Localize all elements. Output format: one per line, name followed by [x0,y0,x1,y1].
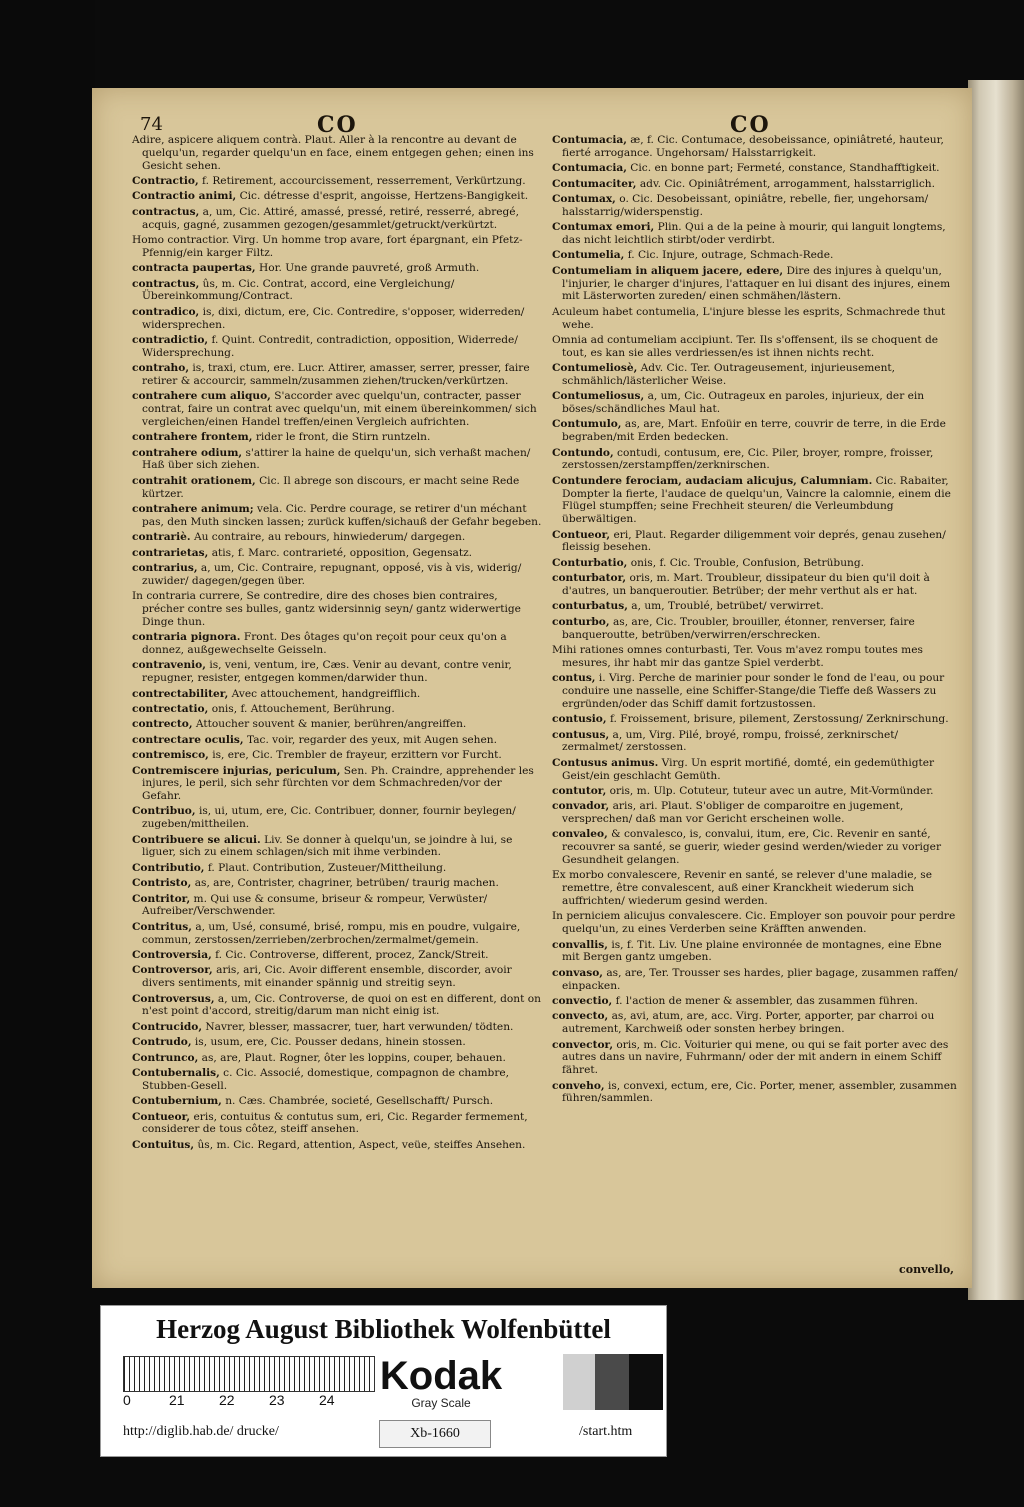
dictionary-entry [132,431,542,444]
dictionary-entry [132,531,542,544]
kodak-logo [371,1356,511,1408]
entry-headword: convaso, [552,966,603,979]
entry-headword: conturbatus, [552,600,628,613]
entry-text: Aculeum habet contumelia, L'injure blesse les esprits, Schmachrede thut wehe. [552,305,946,331]
entry-headword: Contumeliosè, [552,362,638,375]
entry-headword: Contrunco, [132,1051,199,1064]
entry-text: a, um, Troublé, betrübet/ verwirret. [631,600,824,613]
dictionary-entry [552,334,962,360]
entry-headword: Controversor, [132,964,213,977]
book-page [92,88,972,1288]
dictionary-entry [552,1039,962,1077]
entry-text: Virg. Un esprit mortifié, domté, ein gedemüthigter Geist/ein geschlacht Gemüth. [562,756,935,782]
kodak-wordmark: Kodak [379,1354,503,1398]
entry-text: oris, m. Ulp. Cotuteur, tuteur avec un autre, Mit-Vormünder. [609,784,934,797]
dictionary-entry [132,1095,542,1108]
entry-headword: contrectatio, [132,702,209,715]
dictionary-entry [552,447,962,473]
ruler-number: 22 [219,1392,235,1408]
entry-headword: contus, [552,672,596,685]
dictionary-entry [552,178,962,191]
dictionary-entry [552,529,962,555]
dictionary-entry [132,1052,542,1065]
entry-text: Cic. en bonne part; Fermeté, constance, Standhafftigkeit. [630,162,940,175]
entry-text: Homo contractior. Virg. Un homme trop avare, fort épargnant, ein Pfetz-Pfennig/ein karger Filtz. [132,233,523,259]
entry-text: adv. Cic. Opiniâtrément, arrogamment, halsstarriglich. [639,177,935,190]
dictionary-entry [132,1067,542,1093]
entry-headword: Contumelia, [552,249,625,262]
ruler-ticks [123,1356,375,1392]
dictionary-entry [552,967,962,993]
dictionary-entry [132,921,542,947]
dictionary-entry [552,616,962,642]
entry-headword: contrarietas, [132,546,209,559]
entry-text: Cic. Rabaiter, Dompter la fierte, l'audace de quelqu'un, Vaincre la calomnie, einem die Flügel stumpffen; seine Frechheit steuren/ die Verleumbdung überwältigen. [562,474,951,526]
entry-headword: Contueor, [552,528,611,541]
entry-headword: conturbo, [552,615,610,628]
entry-text: & convalesco, is, convalui, itum, ere, Cic. Revenir en santé, recouvrer sa santé, se guerir, wieder gesind werden/wieder zu voriger Gesundheit gelangen. [562,828,942,867]
dictionary-entry [132,1139,542,1152]
entry-text: ûs, m. Cic. Contrat, accord, eine Vergleichung/ Übereinkommung/Contract. [142,277,455,303]
dictionary-entry [132,278,542,304]
entry-text: n. Cæs. Chambrée, societé, Gesellschafft/ Pursch. [225,1095,494,1108]
entry-headword: contrahere frontem, [132,431,253,444]
dictionary-entry [552,162,962,175]
entry-text: as, are, Ter. Trousser ses hardes, plier bagage, zusammen raffen/ einpacken. [562,966,958,992]
dictionary-entry [552,306,962,332]
entry-headword: contravenio, [132,659,206,672]
entry-text: eri, Plaut. Regarder diligemment voir deprés, genau zusehen/ fleissig besehen. [562,528,946,554]
entry-text: m. Qui use & consume, briseur & rompeur, Verwüster/ Aufreiber/Verschwender. [142,892,488,918]
entry-text: f. Retirement, accourcissement, resserrement, Verkürtzung. [202,174,526,187]
entry-headword: convector, [552,1038,614,1051]
url-prefix: http://diglib.hab.de/ drucke/ [123,1424,279,1439]
right-column [552,134,962,1108]
entry-text: f. Plaut. Contribution, Zusteuer/Mittheilung. [207,861,447,874]
dictionary-entry [132,862,542,875]
dictionary-entry [552,644,962,670]
entry-headword: Contubernalis, [132,1066,220,1079]
entry-headword: Contumeliam in aliquem jacere, edere, [552,264,784,277]
entry-text: is, veni, ventum, ire, Cæs. Venir au devant, contre venir, repugner, resister, entgegen kommen/darwider thun. [142,659,512,685]
entry-text: Liv. Se donner à quelqu'un, se joindre à lui, se liguer, sich zu einem schlagen/sich mit ihme verbinden. [142,833,513,859]
dictionary-entry [552,800,962,826]
dictionary-entry [132,703,542,716]
entry-headword: contradico, [132,305,200,318]
dictionary-entry [552,713,962,726]
entry-text: f. Quint. Contredit, contradiction, opposition, Widerrede/ Widersprechung. [142,333,518,359]
entry-headword: contractus, [132,205,200,218]
entry-text: contudi, contusum, ere, Cic. Piler, broyer, rompre, froisser, zerstossen/zerstampffen/zerknirschen. [562,446,934,472]
dictionary-entry [132,834,542,860]
dictionary-entry [132,1111,542,1137]
dictionary-entry [132,734,542,747]
scan-backdrop [0,0,95,1260]
dictionary-entry [132,765,542,803]
entry-headword: contractus, [132,277,200,290]
page-number: 74 [140,114,163,135]
entry-text: Cic. Il abrege son discours, er macht seine Rede kürtzer. [142,474,520,500]
dictionary-entry [132,206,542,232]
entry-text: is, ui, utum, ere, Cic. Contribuer, donner, fournir beylegen/ zugeben/mittheilen. [142,805,516,831]
entry-text: o. Cic. Desobeissant, opiniâtre, rebelle, fier, ungehorsam/ halsstarrig/widerspenstig. [562,192,929,218]
dictionary-entry [552,390,962,416]
ruler-number: 23 [269,1392,285,1408]
dictionary-entry [552,557,962,570]
dictionary-entry [132,688,542,701]
entry-text: a, um, Virg. Pilé, broyé, rompu, froissé, zerknirschet/ zermalmet/ zerstossen. [562,728,899,754]
dictionary-entry [132,749,542,762]
entry-headword: contracta paupertas, [132,262,256,275]
gray-patch-dark [629,1354,663,1410]
dictionary-entry [132,475,542,501]
entry-headword: contraho, [132,362,190,375]
entry-headword: contrarius, [132,562,198,574]
entry-text: f. l'action de mener & assembler, das zusammen führen. [615,995,918,1008]
entry-headword: contraria pignora. [132,631,241,644]
entry-headword: Contremiscere injurias, periculum, [132,764,341,777]
entry-text: i. Virg. Perche de marinier pour sonder le fond de l'eau, ou pour conduire une nasselle, eine Schiffer-Stange/die Tieffe deß Wassers zu ergründen/oder das Schiff damit fortzustossen. [562,672,945,710]
dictionary-entry [552,757,962,783]
entry-headword: Contribuere se alicui. [132,833,261,846]
gray-patch-light [563,1354,595,1410]
entry-headword: conveho, [552,1079,605,1092]
catchword: convello, [899,1263,954,1276]
entry-text: as, are, Mart. Enfoüir en terre, couvrir de terre, in die Erde begraben/mit Erden bedecken. [562,418,946,444]
dictionary-entry [552,600,962,613]
left-column [132,134,542,1154]
dictionary-entry [132,306,542,332]
dictionary-entry [552,672,962,710]
entry-text: is, usum, ere, Cic. Pousser dedans, hinein stossen. [194,1036,466,1049]
entry-headword: contusio, [552,713,607,726]
entry-text: as, are, Plaut. Rogner, ôter les loppins, couper, behauen. [201,1051,506,1064]
entry-headword: Contumaciter, [552,177,637,190]
dictionary-entry [132,718,542,731]
entry-headword: convallis, [552,938,608,951]
entry-headword: Conturbatio, [552,556,628,569]
entry-headword: Contritus, [132,920,192,933]
dictionary-entry [132,659,542,685]
dictionary-entry [552,265,962,303]
dictionary-entry [552,995,962,1008]
entry-text: Cic. détresse d'esprit, angoisse, Hertzens-Bangigkeit. [239,190,529,203]
entry-text: is, convexi, ectum, ere, Cic. Porter, mener, assembler, zusammen führen/sammlen. [562,1079,957,1105]
entry-headword: Contubernium, [132,1095,222,1108]
dictionary-entry [132,190,542,203]
dictionary-entry [552,249,962,262]
entry-text: as, are, Contrister, chagriner, betrüben/ traurig machen. [194,877,499,890]
entry-headword: contusus, [552,728,610,741]
dictionary-entry [552,910,962,936]
gray-scale-label: Gray Scale [411,1396,471,1410]
entry-text: Mihi rationes omnes conturbasti, Ter. Vous m'avez rompu toutes mes mesures, ihr habt mir das gantze Spiel verderbt. [552,643,923,669]
dictionary-entry [132,390,542,428]
entry-headword: Contrudo, [132,1036,192,1049]
dictionary-entry [552,828,962,866]
entry-text: eris, contuitus & contutus sum, eri, Cic. Regarder fermement, considerer de tous côtez, steiff ansehen. [142,1110,528,1136]
dictionary-entry [132,893,542,919]
entry-headword: contradictio, [132,333,209,346]
dictionary-entry [132,1021,542,1034]
entry-text: ûs, m. Cic. Regard, attention, Aspect, veüe, steiffes Ansehen. [197,1138,526,1151]
entry-text: s'attirer la haine de quelqu'un, sich verhaßt machen/ Haß über sich ziehen. [142,446,531,472]
entry-text: a, um, Usé, consumé, brisé, rompu, mis en poudre, vulgaire, commun, zerstossen/zerrieben/zerbrochen/zermalmet/gemein. [142,920,521,946]
dictionary-entry [132,234,542,260]
entry-text: In perniciem alicujus convalescere. Cic. Employer son pouvoir pour perdre quelqu'un, zu eines Verderben seine Kräfften anwenden. [552,910,956,936]
entry-text: as, avi, atum, are, acc. Virg. Porter, apporter, par charroi ou autrement, Karchweiß oder sonsten herbey bringen. [562,1010,935,1036]
entry-headword: Contundo, [552,446,614,459]
entry-headword: Contumax emori, [552,221,655,234]
entry-headword: Contumacia, [552,134,627,146]
entry-text: onis, f. Cic. Trouble, Confusion, Betrübung. [630,556,864,569]
entry-text: Omnia ad contumeliam accipiunt. Ter. Ils s'offensent, ils se choquent de tout, es kan sie alles verdriessen/es ist ihnen nichts recht. [552,333,939,359]
dictionary-entry [552,475,962,526]
ruler-number: 21 [169,1392,185,1408]
entry-text: Ex morbo convalescere, Revenir en santé, se relever d'une maladie, se remettre, être convalescent, auß einer Kranckheit wiederum sich auffrichten/ wiederum gesind werden. [552,869,932,908]
entry-text: f. Froissement, brisure, pilement, Zerstossung/ Zerknirschung. [609,713,949,726]
entry-text: Front. Des ôtages qu'on reçoit pour ceux qu'on a donnez, außgewechselte Geisseln. [142,631,507,656]
entry-headword: Contueor, [132,1110,191,1123]
entry-headword: Contumeliosus, [552,390,645,403]
entry-headword: Contractio animi, [132,190,237,203]
entry-headword: conturbator, [552,572,627,585]
dictionary-entry [552,221,962,247]
entry-text: onis, f. Attouchement, Berührung. [211,702,395,715]
library-target-card [100,1305,667,1457]
dictionary-entry [132,503,542,529]
entry-headword: contrariè. [132,531,191,544]
dictionary-entry [132,964,542,990]
dictionary-entry [552,939,962,965]
entry-headword: Controversus, [132,992,215,1005]
dictionary-entry [132,262,542,275]
entry-text: f. Cic. Controverse, different, procez, Zanck/Streit. [215,949,489,962]
dictionary-entry [132,175,542,188]
entry-headword: contrecto, [132,718,193,731]
entry-headword: Contritor, [132,892,191,905]
dictionary-entry [132,805,542,831]
entry-text: oris, m. Cic. Voiturier qui mene, ou qui se fait porter avec des autres dans un navire, Fuhrmann/ oder der mit andern in einem Schiff fähret. [562,1038,949,1077]
entry-headword: Contumax, [552,192,616,205]
entry-headword: Contristo, [132,877,192,890]
entry-headword: contrectabiliter, [132,687,229,700]
entry-headword: convecto, [552,1010,609,1023]
dictionary-entry [132,590,542,628]
dictionary-entry [132,562,542,588]
entry-headword: Contrucido, [132,1020,203,1033]
entry-text: Dire des injures à quelqu'un, l'injurier, le charger d'injures, l'attaquer en lui disant des injures, einem mit Lästerworten zureden/ einen schmähen/lästern. [562,264,951,303]
entry-text: f. Cic. Injure, outrage, Schmach-Rede. [627,249,834,262]
entry-text: rider le front, die Stirn runtzeln. [255,431,431,444]
entry-text: vela. Cic. Perdre courage, se retirer d'un méchant pas, den Muth sincken lassen; zurück kuffen/sichauß der Gefahr begeben. [142,503,542,528]
entry-headword: Contumacia, [552,162,627,175]
dictionary-entry [552,1010,962,1036]
url-suffix: /start.htm [579,1424,633,1439]
entry-headword: convaleo, [552,828,608,841]
dictionary-entry [132,1036,542,1049]
entry-text: oris, m. Mart. Troubleur, dissipateur du bien qu'il doit à d'autres, un banqueroutier. Betrüber; der mehr verthut als er hat. [562,572,930,597]
dictionary-entry [132,447,542,473]
dictionary-entry [132,362,542,388]
entry-headword: contrectare oculis, [132,733,244,746]
dictionary-entry [132,547,542,560]
entry-headword: convectio, [552,995,613,1008]
entry-headword: Contusus animus. [552,756,659,769]
entry-text: c. Cic. Associé, domestique, compagnon de chambre, Stubben-Gesell. [142,1066,510,1092]
entry-text: is, traxi, ctum, ere. Lucr. Attirer, amasser, serrer, presser, faire retirer & accourcir, sammeln/zusammen ziehen/trucken/verkürtzen. [142,362,530,387]
entry-headword: contrahere odium, [132,446,243,459]
entry-headword: convador, [552,800,610,813]
entry-text: æ, f. Cic. Contumace, desobeissance, opiniâtreté, hauteur, fierté arrogance. Ungehorsam/ Halsstarrigkeit. [562,134,944,159]
entry-headword: Contundere ferociam, audaciam alicujus, Calumniam. [552,474,873,487]
entry-headword: contrahit orationem, [132,474,256,487]
entry-text: Tac. voir, regarder des yeux, mit Augen sehen. [246,733,497,746]
entry-headword: Contribuo, [132,805,196,818]
entry-text: is, f. Tit. Liv. Une plaine environnée de montagnes, eine Ebne mit Bergen gantz umgeben. [562,938,942,964]
entry-headword: Contractio, [132,174,199,187]
entry-text: Sen. Ph. Craindre, apprehender les injures, le peril, sich sehr fürchten vor dem Schmachreden/vor der Gefahr. [142,764,534,803]
running-head-right: CO [730,112,771,138]
entry-text: S'accorder avec quelqu'un, contracter, passer contrat, faire un contrat avec quelqu'un, mit einem übereinkommen/ sich vergleichen/einen Handel treffen/einen Vergleich aufrichten. [142,390,537,428]
dictionary-entry [552,418,962,444]
entry-text: Au contraire, au rebours, hinwiederum/ dargegen. [193,531,466,544]
entry-text: aris, ari, Cic. Avoir different ensemble, discorder, avoir divers sentiments, mit einander spännig und streitig seyn. [142,964,512,990]
gray-patch-mid [595,1354,629,1410]
entry-text: Adire, aspicere aliquem contrà. Plaut. Aller à la rencontre au devant de quelqu'un, regarder quelqu'un en face, einem entgegen gehen; einen ins Gesicht sehen. [132,134,534,172]
dictionary-entry [132,993,542,1019]
running-head-left: CO [317,112,358,138]
entry-text: is, ere, Cic. Trembler de frayeur, erzittern vor Furcht. [212,749,502,762]
dictionary-entry [552,1080,962,1106]
entry-text: Avec attouchement, handgreifflich. [231,687,421,700]
ruler-number: 24 [319,1392,335,1408]
entry-headword: Contributio, [132,861,205,874]
dictionary-entry [552,193,962,219]
dictionary-entry [132,631,542,657]
entry-headword: Controversia, [132,949,212,962]
dictionary-entry [552,729,962,755]
dictionary-entry [552,572,962,598]
entry-text: a, um, Cic. Outrageux en paroles, injurieux, der ein böses/schändliches Maul hat. [562,390,925,416]
dictionary-entry [132,949,542,962]
entry-text: a, um, Cic. Contraire, repugnant, opposé, vis à vis, widerig/ zuwider/ dagegen/gegen über. [142,562,522,587]
dictionary-entry [132,877,542,890]
entry-text: Hor. Une grande pauvreté, groß Armuth. [258,262,480,275]
entry-text: Plin. Qui a de la peine à mourir, qui languit longtems, das nicht leichtlich stirbt/oder verdirbt. [562,221,946,246]
page-edge-curl [968,80,1024,1300]
dictionary-entry [552,869,962,907]
dictionary-entry [552,134,962,160]
entry-text: atis, f. Marc. contrarieté, opposition, Gegensatz. [211,546,473,559]
entry-text: Adv. Cic. Ter. Outrageusement, injurieusement, schmählich/lästerlicher Weise. [562,362,896,387]
entry-text: Attoucher souvent & manier, berühren/angreiffen. [195,718,467,731]
entry-headword: contremisco, [132,749,209,762]
entry-text: a, um, Cic. Controverse, de quoi on est en different, dont on n'est point d'accord, streitig/darum man nicht einig ist. [142,992,541,1018]
entry-text: as, are, Cic. Troubler, brouiller, étonner, renverser, faire banqueroutte, betrüben/verwirren/erschrecken. [562,615,915,641]
dictionary-entry [132,334,542,360]
entry-headword: contrahere animum; [132,503,254,516]
entry-headword: Contuitus, [132,1138,195,1151]
dictionary-entry [132,134,542,172]
entry-text: In contraria currere, Se contredire, dire des choses bien contraires, précher contre ses bulles, gantz widersinnig seyn/ gantz widerwertige Dinge thun. [132,590,521,628]
entry-headword: contutor, [552,784,607,797]
shelfmark: Xb-1660 [379,1420,491,1448]
entry-headword: contrahere cum aliquo, [132,390,271,403]
dictionary-entry [552,362,962,388]
library-title: Herzog August Bibliothek Wolfenbüttel [156,1314,611,1344]
entry-text: aris, ari. Plaut. S'obliger de comparoitre en jugement, versprechen/ daß man vor Gericht erscheinen wolle. [562,800,904,826]
entry-text: Navrer, blesser, massacrer, tuer, hart verwunden/ tödten. [205,1020,514,1033]
dictionary-entry [552,785,962,798]
gray-patches [563,1354,663,1410]
entry-headword: Contumulo, [552,418,622,431]
ruler-number: 0 [123,1392,131,1408]
entry-text: a, um, Cic. Attiré, amassé, pressé, retiré, resserré, abregé, acquis, gagné, zusammen gezogen/gesammlet/getruckt/verkürtzt. [142,205,519,231]
entry-text: is, dixi, dictum, ere, Cic. Contredire, s'opposer, widerreden/ widersprechen. [142,305,525,331]
